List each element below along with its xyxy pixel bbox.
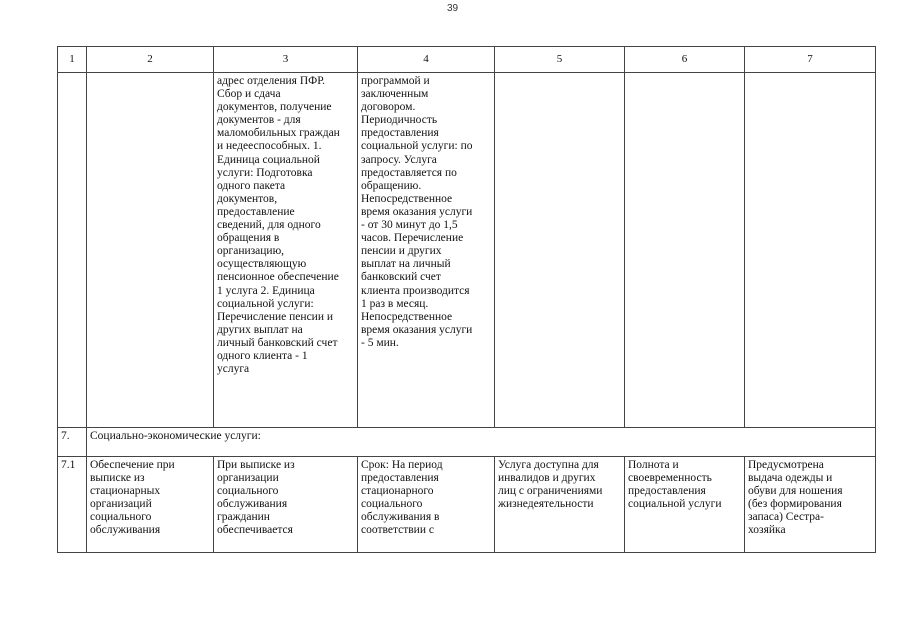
cont-cell-6 [625, 73, 745, 428]
table-header-row [58, 47, 876, 73]
cont-cell-1 [58, 73, 87, 428]
row71-term: Срок: На период предоставления стационарного социального обслуживания в соответствии с [358, 457, 495, 553]
services-table [57, 46, 876, 553]
header-col-2: 2 [87, 47, 214, 73]
table-row-continuation [58, 73, 876, 428]
header-col-1: 1 [58, 47, 87, 73]
row71-number: 7.1 [58, 457, 87, 553]
cont-cell-4: программой и заключенным договором. Периодичность предоставления социальной услуги: по запросу. Услуга предоставляется по обращению. Непосредственное время оказания услуги - от 30 минут до 1,5 часов. Перечисление пенсии и других выплат на личный банковский счет клиента производится 1 раз в месяц. Непосредственное время оказания услуги - 5 мин. [358, 73, 495, 428]
section-title: Социально-экономические услуги: [87, 428, 876, 457]
cont-cell-2 [87, 73, 214, 428]
row71-quality: Полнота и своевременность предоставления социальной услуги [625, 457, 745, 553]
table-row-section [58, 428, 876, 457]
row71-service-name: Обеспечение при выписке из стационарных организаций социального обслуживания [87, 457, 214, 553]
cont-cell-3: адрес отделения ПФР. Сбор и сдача документов, получение документов - для маломобильных граждан и недееспособных. 1. Единица социальной услуги: Подготовка одного пакета документов, предоставление сведений, для одного обращения в организацию, осуществляющую пенсионное обеспечение 1 услуга 2. Единица социальной услуги: Перечисление пенсии и других выплат на личный банковский счет одного клиента - 1 услуга [214, 73, 358, 428]
cont-cell-7 [745, 73, 876, 428]
row71-accessibility: Услуга доступна для инвалидов и других лиц с ограничениями жизнедеятельности [495, 457, 625, 553]
header-col-6: 6 [625, 47, 745, 73]
header-col-3: 3 [214, 47, 358, 73]
section-number: 7. [58, 428, 87, 457]
header-col-7: 7 [745, 47, 876, 73]
page-number: 39 [446, 3, 459, 14]
header-col-5: 5 [495, 47, 625, 73]
table-row-7-1 [58, 457, 876, 553]
row71-description: При выписке из организации социального обслуживания гражданин обеспечивается [214, 457, 358, 553]
row71-conditions: Предусмотрена выдача одежды и обуви для ношения (без формирования запаса) Сестра- хозяйка [745, 457, 876, 553]
header-col-4: 4 [358, 47, 495, 73]
cont-cell-5 [495, 73, 625, 428]
